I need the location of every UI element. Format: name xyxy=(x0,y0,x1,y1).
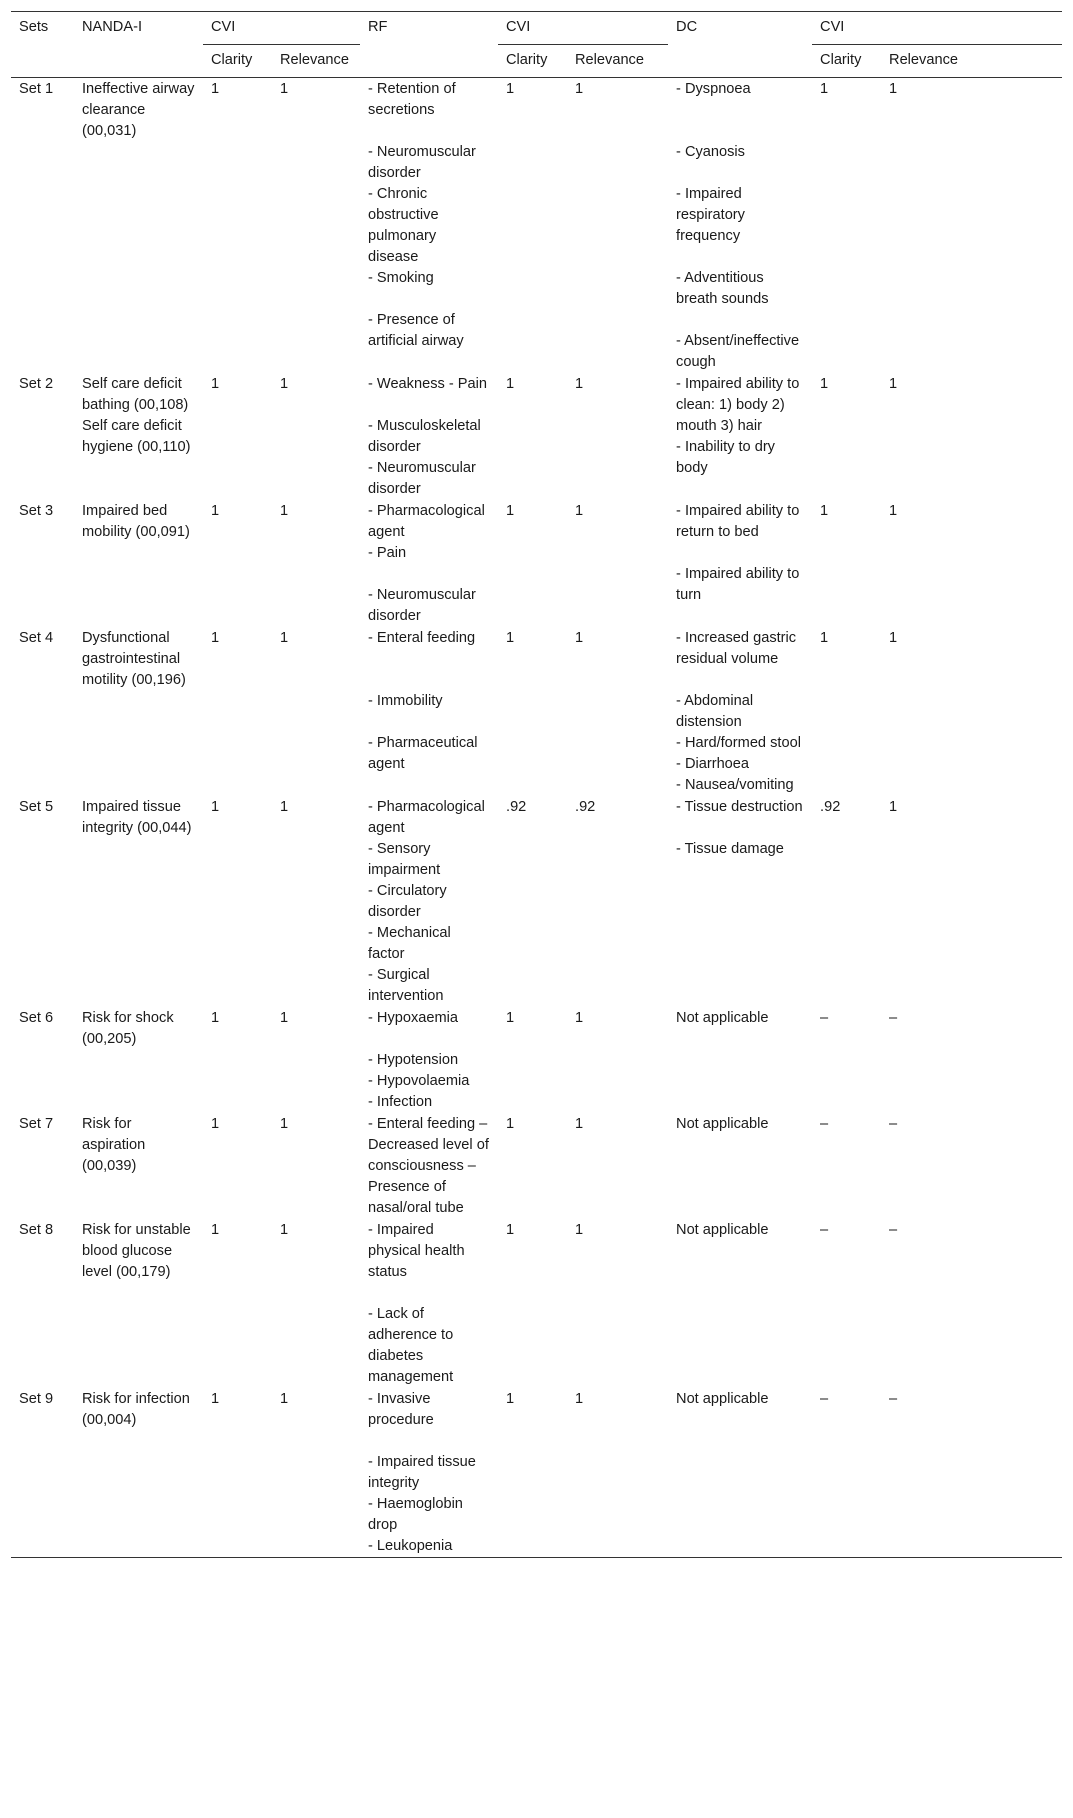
table-header xyxy=(11,12,1062,78)
nanda-cell xyxy=(74,500,203,627)
dc-cell-line: - Tissue damage xyxy=(676,841,784,857)
rf-cell-line: - Retention of secretions xyxy=(368,81,456,118)
nanda-cell xyxy=(74,1388,203,1558)
header-nanda: NANDA-I xyxy=(74,12,203,78)
header-dc: DC xyxy=(668,12,812,78)
rf-cell-line: - Invasive procedure xyxy=(368,1391,434,1428)
line-spacer xyxy=(368,121,490,142)
line-spacer xyxy=(676,818,804,839)
dc-cell-line: - Tissue destruction xyxy=(676,799,803,815)
rf-cell-line: - Leukopenia xyxy=(368,1538,453,1554)
line-spacer xyxy=(676,121,804,142)
cvi3-clarity-cell: .92 xyxy=(820,799,841,815)
cvi3-clarity-cell: – xyxy=(820,1391,829,1407)
dc-cell xyxy=(668,1007,812,1113)
cvi1-clarity-cell: 1 xyxy=(211,1391,220,1407)
rf-cell xyxy=(360,1388,498,1558)
rf-cell xyxy=(360,500,498,627)
cvi3-relevance-cell: – xyxy=(889,1116,898,1132)
table-row xyxy=(11,1113,1062,1219)
cvi3-relevance-cell: – xyxy=(889,1391,898,1407)
cvi1-clarity-cell: 1 xyxy=(211,81,220,97)
cvi1-clarity-cell: 1 xyxy=(211,1222,220,1238)
nanda-cell-line: Ineffective airway clearance (00,031) xyxy=(82,81,195,139)
cvi3-relevance-cell: 1 xyxy=(889,81,898,97)
line-spacer xyxy=(368,670,490,691)
rf-cell-line: - Hypoxaemia xyxy=(368,1010,459,1026)
cvi3-clarity-cell: 1 xyxy=(820,376,829,392)
header-cvi-2: CVI xyxy=(498,12,668,45)
cvi3-relevance-cell: 1 xyxy=(889,630,898,646)
cvi1-relevance-cell: 1 xyxy=(280,1116,289,1132)
line-spacer xyxy=(676,100,804,121)
line-spacer xyxy=(676,543,804,564)
set-cell: Set 4 xyxy=(19,630,54,646)
cvi3-clarity-cell: 1 xyxy=(820,630,829,646)
dc-cell-line: - Cyanosis xyxy=(676,144,745,160)
dc-cell-line: - Dyspnoea xyxy=(676,81,751,97)
cvi3-relevance-cell: 1 xyxy=(889,799,898,815)
cvi1-relevance-cell: 1 xyxy=(280,81,289,97)
header-rf: RF xyxy=(360,12,498,78)
dc-cell-line: - Impaired ability to clean: 1) body 2) mouth 3) hair xyxy=(676,376,800,434)
rf-cell-line: - Impaired tissue integrity xyxy=(368,1454,476,1491)
dc-cell-line: - Impaired ability to turn xyxy=(676,566,800,603)
cvi1-relevance-cell: 1 xyxy=(280,1010,289,1026)
rf-cell-line: - Hypotension xyxy=(368,1052,459,1068)
nanda-cell-line: Impaired tissue integrity (00,044) xyxy=(82,799,192,836)
line-spacer xyxy=(368,564,490,585)
rf-cell-line: - Pharmacological agent xyxy=(368,503,485,540)
rf-cell-line: - Infection xyxy=(368,1094,433,1110)
dc-cell xyxy=(668,627,812,796)
nanda-cell-line: Risk for unstable blood glucose level (00,179) xyxy=(82,1222,191,1280)
cvi1-relevance-cell: 1 xyxy=(280,376,289,392)
set-cell: Set 3 xyxy=(19,503,54,519)
nanda-cell xyxy=(74,1219,203,1388)
nanda-cell-line: Self care deficit bathing (00,108) xyxy=(82,376,189,413)
cvi1-clarity-cell: 1 xyxy=(211,799,220,815)
nanda-cell xyxy=(74,796,203,1007)
dc-cell-line: - Nausea/vomiting xyxy=(676,777,794,793)
set-cell: Set 9 xyxy=(19,1391,54,1407)
rf-cell-line: - Enteral feeding xyxy=(368,630,476,646)
cvi2-clarity-cell: 1 xyxy=(506,1116,515,1132)
nanda-cell-line: Impaired bed mobility (00,091) xyxy=(82,503,190,540)
table-row xyxy=(11,627,1062,796)
table-row xyxy=(11,796,1062,1007)
rf-cell-line: - Enteral feeding – Decreased level of consciousness – Presence of nasal/oral tube xyxy=(368,1116,489,1216)
header-clarity-3: Clarity xyxy=(812,45,881,78)
cvi1-clarity-cell: 1 xyxy=(211,503,220,519)
table-row xyxy=(11,78,1062,374)
dc-cell xyxy=(668,1113,812,1219)
rf-cell-line: - Pharmaceutical agent xyxy=(368,735,478,772)
nanda-cell xyxy=(74,78,203,374)
line-spacer xyxy=(676,247,804,268)
cvi2-clarity-cell: 1 xyxy=(506,1010,515,1026)
cvi3-relevance-cell: – xyxy=(889,1222,898,1238)
nanda-cell-line: Risk for aspiration (00,039) xyxy=(82,1116,146,1174)
line-spacer xyxy=(676,163,804,184)
line-spacer xyxy=(368,1029,490,1050)
line-spacer xyxy=(368,395,490,416)
rf-cell xyxy=(360,78,498,374)
table-row xyxy=(11,1219,1062,1388)
rf-cell-line: - Weakness - Pain xyxy=(368,376,487,392)
dc-cell-line: - Impaired respiratory frequency xyxy=(676,186,745,244)
table-row xyxy=(11,373,1062,500)
cvi2-clarity-cell: 1 xyxy=(506,503,515,519)
rf-cell xyxy=(360,1007,498,1113)
cvi2-relevance-cell: 1 xyxy=(575,1222,584,1238)
set-cell: Set 7 xyxy=(19,1116,54,1132)
cvi1-clarity-cell: 1 xyxy=(211,630,220,646)
dc-cell xyxy=(668,78,812,374)
rf-cell-line: - Neuromuscular disorder xyxy=(368,587,476,624)
header-relevance-1: Relevance xyxy=(272,45,360,78)
rf-cell xyxy=(360,796,498,1007)
header-sets: Sets xyxy=(11,12,74,78)
cvi1-relevance-cell: 1 xyxy=(280,630,289,646)
cvi1-relevance-cell: 1 xyxy=(280,1222,289,1238)
rf-cell-line: - Smoking xyxy=(368,270,434,286)
rf-cell-line: - Sensory impairment xyxy=(368,841,441,878)
dc-cell-line: Not applicable xyxy=(676,1010,769,1026)
cvi2-relevance-cell: .92 xyxy=(575,799,596,815)
header-cvi-1: CVI xyxy=(203,12,360,45)
dc-cell xyxy=(668,500,812,627)
dc-cell-line: Not applicable xyxy=(676,1116,769,1132)
line-spacer xyxy=(676,670,804,691)
set-cell: Set 5 xyxy=(19,799,54,815)
cvi2-relevance-cell: 1 xyxy=(575,81,584,97)
rf-cell-line: - Mechanical factor xyxy=(368,925,451,962)
dc-cell xyxy=(668,796,812,1007)
cvi-table xyxy=(11,11,1062,1558)
dc-cell-line: Not applicable xyxy=(676,1391,769,1407)
line-spacer xyxy=(368,712,490,733)
nanda-cell-line: Self care deficit hygiene (00,110) xyxy=(82,418,191,455)
cvi3-relevance-cell: 1 xyxy=(889,376,898,392)
cvi2-relevance-cell: 1 xyxy=(575,1116,584,1132)
dc-cell xyxy=(668,1219,812,1388)
nanda-cell-line: Risk for infection (00,004) xyxy=(82,1391,190,1428)
rf-cell-line: - Musculoskeletal disorder xyxy=(368,418,481,455)
rf-cell-line: - Immobility xyxy=(368,693,443,709)
nanda-cell-line: Risk for shock (00,205) xyxy=(82,1010,174,1047)
cvi2-clarity-cell: 1 xyxy=(506,1222,515,1238)
cvi3-relevance-cell: – xyxy=(889,1010,898,1026)
rf-cell-line: - Surgical intervention xyxy=(368,967,444,1004)
rf-cell xyxy=(360,1113,498,1219)
set-cell: Set 1 xyxy=(19,81,54,97)
rf-cell xyxy=(360,627,498,796)
line-spacer xyxy=(368,289,490,310)
table-body xyxy=(11,78,1062,1558)
dc-cell xyxy=(668,1388,812,1558)
header-clarity-2: Clarity xyxy=(498,45,567,78)
rf-cell-line: - Impaired physical health status xyxy=(368,1222,465,1280)
dc-cell-line: - Inability to dry body xyxy=(676,439,775,476)
cvi2-clarity-cell: .92 xyxy=(506,799,527,815)
cvi2-clarity-cell: 1 xyxy=(506,1391,515,1407)
rf-cell xyxy=(360,1219,498,1388)
cvi2-clarity-cell: 1 xyxy=(506,630,515,646)
cvi1-clarity-cell: 1 xyxy=(211,1116,220,1132)
cvi3-clarity-cell: – xyxy=(820,1010,829,1026)
cvi2-relevance-cell: 1 xyxy=(575,503,584,519)
dc-cell-line: - Increased gastric residual volume xyxy=(676,630,797,667)
rf-cell-line: - Haemoglobin drop xyxy=(368,1496,463,1533)
table-row xyxy=(11,1388,1062,1558)
line-spacer xyxy=(368,1283,490,1304)
cvi2-clarity-cell: 1 xyxy=(506,376,515,392)
cvi3-clarity-cell: – xyxy=(820,1222,829,1238)
rf-cell xyxy=(360,373,498,500)
header-clarity-1: Clarity xyxy=(203,45,272,78)
cvi2-clarity-cell: 1 xyxy=(506,81,515,97)
header-relevance-2: Relevance xyxy=(567,45,668,78)
header-relevance-3: Relevance xyxy=(881,45,1062,78)
dc-cell-line: - Impaired ability to return to bed xyxy=(676,503,800,540)
line-spacer xyxy=(676,310,804,331)
cvi3-clarity-cell: 1 xyxy=(820,81,829,97)
cvi1-clarity-cell: 1 xyxy=(211,376,220,392)
rf-cell-line: - Presence of artificial airway xyxy=(368,312,464,349)
nanda-cell xyxy=(74,1113,203,1219)
cvi1-clarity-cell: 1 xyxy=(211,1010,220,1026)
cvi2-relevance-cell: 1 xyxy=(575,1010,584,1026)
cvi3-clarity-cell: – xyxy=(820,1116,829,1132)
line-spacer xyxy=(368,1431,490,1452)
cvi2-relevance-cell: 1 xyxy=(575,376,584,392)
rf-cell-line: - Hypovolaemia xyxy=(368,1073,470,1089)
rf-cell-line: - Chronic obstructive pulmonary disease xyxy=(368,186,439,265)
dc-cell-line: - Absent/ineffective cough xyxy=(676,333,800,370)
cvi3-relevance-cell: 1 xyxy=(889,503,898,519)
rf-cell-line: - Circulatory disorder xyxy=(368,883,447,920)
cvi1-relevance-cell: 1 xyxy=(280,503,289,519)
rf-cell-line: - Neuromuscular disorder xyxy=(368,144,476,181)
dc-cell-line: - Adventitious breath sounds xyxy=(676,270,769,307)
set-cell: Set 8 xyxy=(19,1222,54,1238)
cvi1-relevance-cell: 1 xyxy=(280,799,289,815)
nanda-cell xyxy=(74,1007,203,1113)
rf-cell-line: - Neuromuscular disorder xyxy=(368,460,476,497)
nanda-cell-line: Dysfunctional gastrointestinal motility (00,196) xyxy=(82,630,186,688)
nanda-cell xyxy=(74,373,203,500)
cvi1-relevance-cell: 1 xyxy=(280,1391,289,1407)
cvi2-relevance-cell: 1 xyxy=(575,630,584,646)
dc-cell xyxy=(668,373,812,500)
rf-cell-line: - Lack of adherence to diabetes management xyxy=(368,1306,454,1385)
rf-cell-line: - Pain xyxy=(368,545,407,561)
rf-cell-line: - Pharmacological agent xyxy=(368,799,485,836)
nanda-cell xyxy=(74,627,203,796)
set-cell: Set 2 xyxy=(19,376,54,392)
dc-cell-line: - Abdominal distension xyxy=(676,693,754,730)
dc-cell-line: - Hard/formed stool xyxy=(676,735,801,751)
table-row xyxy=(11,500,1062,627)
cvi3-clarity-cell: 1 xyxy=(820,503,829,519)
set-cell: Set 6 xyxy=(19,1010,54,1026)
line-spacer xyxy=(368,649,490,670)
header-cvi-3: CVI xyxy=(812,12,1062,45)
table-row xyxy=(11,1007,1062,1113)
cvi2-relevance-cell: 1 xyxy=(575,1391,584,1407)
dc-cell-line: Not applicable xyxy=(676,1222,769,1238)
dc-cell-line: - Diarrhoea xyxy=(676,756,750,772)
